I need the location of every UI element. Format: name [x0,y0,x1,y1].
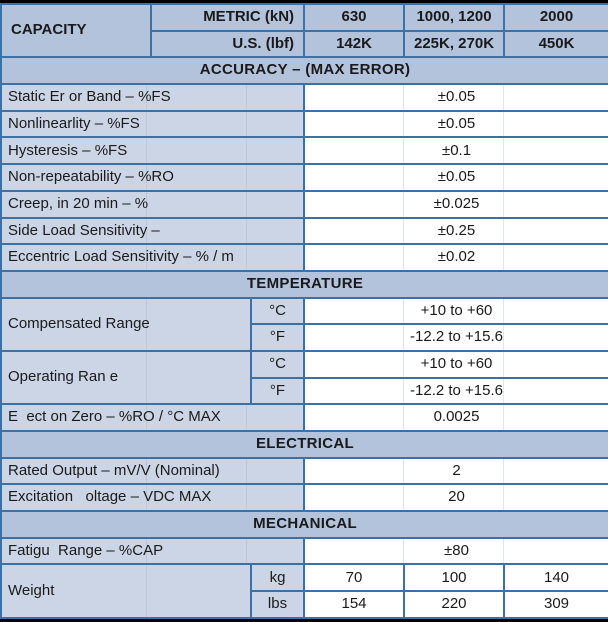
unit-cell: lbs [251,591,304,618]
spec-row-value: 0.0025 [304,404,608,431]
spec-row [1,458,608,485]
weight-value: 154 [304,591,404,618]
operating-range-label: Operating Ran e [1,351,251,404]
spec-row-value: ±0.025 [304,191,608,218]
capacity-metric-value: 630 [304,4,404,31]
spec-row-value: ±0.25 [304,218,608,245]
spec-row-value: +10 to +60 [304,351,608,378]
unit-cell: °F [251,324,304,351]
capacity-us-label: U.S. (lbf) [151,31,304,58]
spec-row-label: Fatigu Range – %CAP [1,538,304,565]
spec-row [1,351,608,378]
mechanical-section-header: MECHANICAL [1,511,608,538]
compensated-range-label: Compensated Range [1,298,251,351]
mechanical-section-row [1,511,608,538]
spec-row [1,137,608,164]
spec-row-value: +10 to +60 [304,298,608,325]
spec-row [1,298,608,325]
temperature-section-row [1,271,608,298]
spec-row [1,538,608,565]
spec-row-value: 2 [304,458,608,485]
capacity-metric-label: METRIC (kN) [151,4,304,31]
spec-row-value: ±0.05 [304,84,608,111]
unit-cell: °C [251,298,304,325]
unit-cell: kg [251,564,304,591]
spec-row [1,244,608,271]
spec-row-label: Rated Output – mV/V (Nominal) [1,458,304,485]
capacity-us-value: 142K [304,31,404,58]
capacity-us-value: 225K, 270K [404,31,504,58]
spec-row-label: Static Er or Band – %FS [1,84,304,111]
weight-value: 70 [304,564,404,591]
spec-row-value: ±0.02 [304,244,608,271]
temperature-section-header: TEMPERATURE [1,271,608,298]
spec-row-label: Nonlinearlity – %FS [1,111,304,138]
weight-value: 100 [404,564,504,591]
electrical-section-header: ELECTRICAL [1,431,608,458]
spec-row-label: Non-repeatability – %RO [1,164,304,191]
capacity-title-cell: CAPACITY [1,4,151,57]
spec-row-value: -12.2 to +15.6 [304,378,608,405]
spec-row [1,191,608,218]
spec-row-value: ±0.05 [304,111,608,138]
spec-row-value: ±0.05 [304,164,608,191]
spec-row [1,111,608,138]
unit-cell: °F [251,378,304,405]
weight-value: 140 [504,564,608,591]
spec-row-value: -12.2 to +15.6 [304,324,608,351]
spec-row-label: Excitation oltage – VDC MAX [1,484,304,511]
spec-row-value: ±80 [304,538,608,565]
accuracy-section-header: ACCURACY – (MAX ERROR) [1,57,608,84]
spec-row-value: 20 [304,484,608,511]
spec-row-label: Creep, in 20 min – % [1,191,304,218]
weight-value: 220 [404,591,504,618]
spec-row-label: Hysteresis – %FS [1,137,304,164]
spec-row [1,218,608,245]
capacity-us-value: 450K [504,31,608,58]
spec-row [1,84,608,111]
electrical-section-row [1,431,608,458]
spec-row-value: ±0.1 [304,137,608,164]
spec-row [1,404,608,431]
capacity-metric-value: 2000 [504,4,608,31]
spec-row [1,484,608,511]
spec-row-label: Side Load Sensitivity – [1,218,304,245]
spec-row-label: Eccentric Load Sensitivity – % / m [1,244,304,271]
spec-row [1,564,608,591]
spec-row [1,164,608,191]
capacity-metric-value: 1000, 1200 [404,4,504,31]
capacity-metric-row [1,4,608,31]
spec-table-grid [0,3,608,619]
weight-value: 309 [504,591,608,618]
accuracy-section-row [1,57,608,84]
unit-cell: °C [251,351,304,378]
spec-row-label: E ect on Zero – %RO / °C MAX [1,404,304,431]
weight-label: Weight [1,564,251,618]
